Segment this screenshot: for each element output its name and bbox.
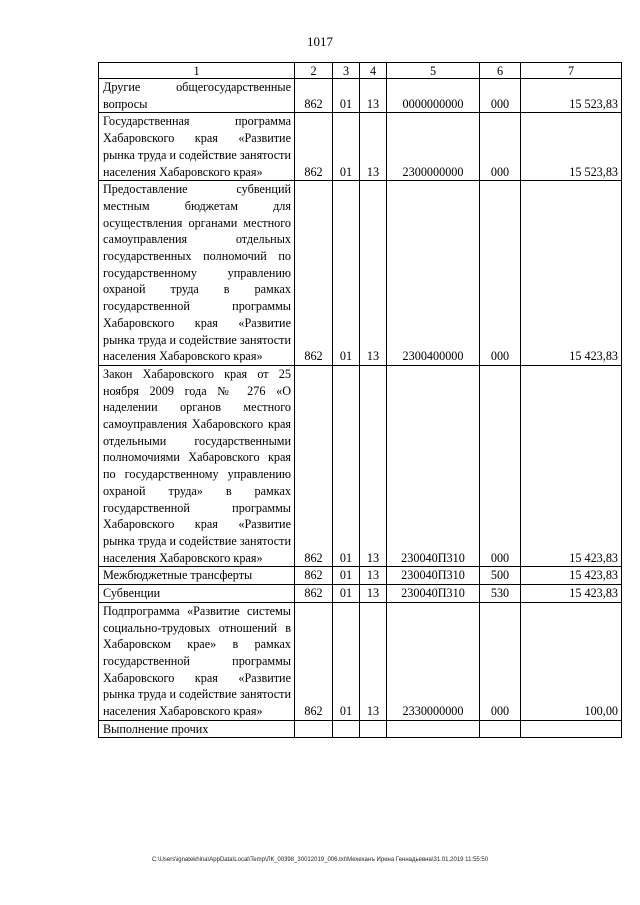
table-row [99, 720, 622, 738]
col-header-2: 2 [295, 63, 333, 79]
row-name: Закон Хабаровского края от 25 ноября 2009 года № 276 «О наделении органов местного самоуправления Хабаровского края отдельными государственными полномочиями Хабаровского края по государственному управлению охраной труда» в рамках государственной программы Хабаровского края «Развитие рынка труда и содействие занятости населения Хабаровского края» [99, 365, 295, 566]
row-amount: 15 423,83 [521, 567, 622, 585]
row-expense-type: 530 [480, 585, 521, 603]
row-target: 230040П310 [387, 585, 480, 603]
row-subsection: 13 [360, 585, 387, 603]
row-expense-type: 000 [480, 602, 521, 720]
row-section: 01 [333, 79, 360, 113]
row-target: 230040П310 [387, 365, 480, 566]
row-name: Другие общегосударственные вопросы [99, 79, 295, 113]
row-section: 01 [333, 567, 360, 585]
table-row [99, 79, 622, 113]
row-target: 230040П310 [387, 567, 480, 585]
row-code: 862 [295, 567, 333, 585]
row-subsection: 13 [360, 365, 387, 566]
row-code: 862 [295, 181, 333, 366]
row-expense-type: 000 [480, 79, 521, 113]
row-name: Подпрограмма «Развитие системы социально-трудовых отношений в Хабаровском крае» в рамках государственной программы Хабаровского края «Развитие рынка труда и содействие занятости населения Хабаровского края» [99, 602, 295, 720]
row-name: Межбюджетные трансферты [99, 567, 295, 585]
col-header-4: 4 [360, 63, 387, 79]
row-name: Государственная программа Хабаровского края «Развитие рынка труда и содействие занятости населения Хабаровского края» [99, 113, 295, 181]
row-section: 01 [333, 585, 360, 603]
row-amount: 15 423,83 [521, 585, 622, 603]
row-subsection: 13 [360, 113, 387, 181]
row-amount: 15 423,83 [521, 181, 622, 366]
row-code: 862 [295, 602, 333, 720]
row-section [333, 720, 360, 738]
row-expense-type [480, 720, 521, 738]
row-expense-type: 000 [480, 113, 521, 181]
row-target: 2330000000 [387, 602, 480, 720]
table-row [99, 113, 622, 181]
row-section: 01 [333, 181, 360, 366]
table-row [99, 567, 622, 585]
col-header-3: 3 [333, 63, 360, 79]
row-amount [521, 720, 622, 738]
row-amount: 100,00 [521, 602, 622, 720]
row-code [295, 720, 333, 738]
row-target: 0000000000 [387, 79, 480, 113]
table-row [99, 602, 622, 720]
col-header-1: 1 [99, 63, 295, 79]
row-code: 862 [295, 365, 333, 566]
row-expense-type: 500 [480, 567, 521, 585]
col-header-5: 5 [387, 63, 480, 79]
budget-table [98, 62, 622, 738]
row-name: Предоставление субвенций местным бюджетам для осуществления органами местного самоуправления отдельных государственных полномочий по государственному управлению охраной труда в рамках государственной программы Хабаровского края «Развитие рынка труда и содействие занятости населения Хабаровского края» [99, 181, 295, 366]
row-amount: 15 423,83 [521, 365, 622, 566]
col-header-6: 6 [480, 63, 521, 79]
header-row [99, 63, 622, 79]
row-expense-type: 000 [480, 181, 521, 366]
row-code: 862 [295, 79, 333, 113]
col-header-7: 7 [521, 63, 622, 79]
row-name: Субвенции [99, 585, 295, 603]
row-section: 01 [333, 602, 360, 720]
row-section: 01 [333, 365, 360, 566]
row-amount: 15 523,83 [521, 79, 622, 113]
row-amount: 15 523,83 [521, 113, 622, 181]
row-subsection: 13 [360, 602, 387, 720]
row-target [387, 720, 480, 738]
page-number: 1017 [307, 34, 333, 49]
row-target: 2300400000 [387, 181, 480, 366]
row-code: 862 [295, 585, 333, 603]
table-row [99, 365, 622, 566]
row-section: 01 [333, 113, 360, 181]
row-subsection: 13 [360, 79, 387, 113]
row-subsection: 13 [360, 567, 387, 585]
row-target: 2300000000 [387, 113, 480, 181]
row-code: 862 [295, 113, 333, 181]
row-expense-type: 000 [480, 365, 521, 566]
row-name: Выполнение прочих [99, 720, 295, 738]
footer-file-path: C:\Users\ignatekhina\AppData\Local\Temp\ЛК_00398_30012019_006.txt\Мехеханъ Ирина Геннадьевна\31.01.2019 11:55:50 [151, 857, 489, 863]
row-subsection: 13 [360, 181, 387, 366]
table-row [99, 181, 622, 366]
row-subsection [360, 720, 387, 738]
table-row [99, 585, 622, 603]
